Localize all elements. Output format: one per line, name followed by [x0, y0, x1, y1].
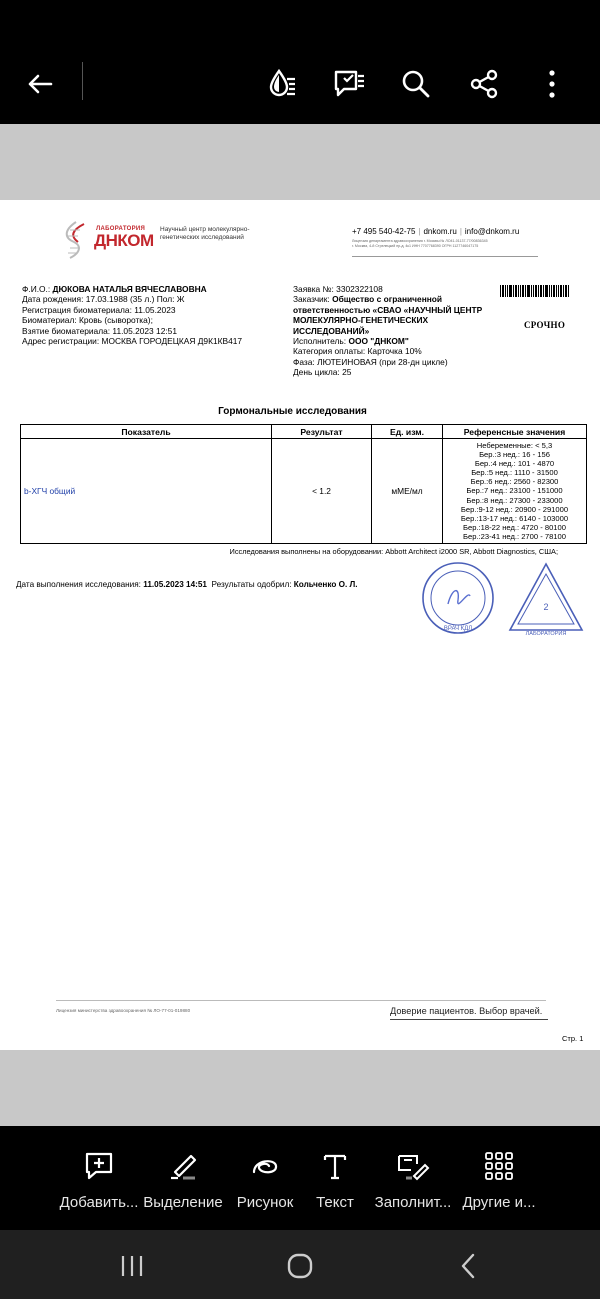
header-rule [352, 256, 538, 257]
tool-label: Выделение [143, 1194, 223, 1211]
dna-helix-icon [60, 220, 90, 260]
section-title: Гормональные исследования [218, 406, 367, 417]
ref-line: Бер.:9-12 нед.: 20900 - 291000 [460, 504, 569, 514]
search-icon [400, 68, 432, 100]
dnkom-logo [60, 220, 260, 260]
patient-biomaterial: Биоматериал: Кровь (сыворотка); [22, 315, 153, 326]
date-label: Дата выполнения исследования: [16, 580, 144, 589]
recent-apps-icon [119, 1254, 145, 1278]
fill-sign-icon [396, 1150, 430, 1182]
page-number: Стр. 1 [562, 1034, 584, 1043]
arrow-left-icon [25, 69, 55, 99]
tool-label: Добавить... [59, 1194, 139, 1211]
result-unit: мМЕ/мл [372, 439, 443, 544]
document-viewer[interactable] [0, 124, 600, 1126]
home-icon [286, 1252, 314, 1280]
execution-date: 11.05.2023 14:51 [143, 580, 207, 589]
col-indicator: Показатель [21, 425, 272, 439]
add-comment-icon [83, 1150, 115, 1182]
chevron-left-icon [458, 1252, 478, 1280]
patient-info [22, 284, 292, 346]
lab-contacts: +7 495 540-42-75 | dnkom.ru | info@dnkom.ru Лицензия департамента здравоохранения г. Москвы № ЛО41-01137-77/00836345 г. Москва, 4-й Стрелецкий пр-д, 4к1 ИНН 7707768390 ОГРН 1127746047175 [352, 227, 540, 249]
patient-birth: Дата рождения: 17.03.1988 (35 л.) Пол: Ж [22, 294, 185, 305]
ref-line: Небеременные: < 5,3 [476, 441, 553, 450]
footer-rule [56, 1000, 546, 1001]
reading-mode-button[interactable] [258, 60, 306, 108]
lab-email[interactable]: info@dnkom.ru [464, 227, 520, 236]
urgent-label: СРОЧНО [524, 320, 566, 330]
ref-line: Бер.:5 нед.: 1110 - 31500 [471, 468, 558, 478]
ref-line: Бер.:13-17 нед.: 6140 - 103000 [460, 513, 569, 523]
results-table [20, 424, 587, 544]
top-app-bar [0, 42, 600, 124]
home-button[interactable] [270, 1246, 330, 1286]
slogan-rule [390, 1019, 548, 1020]
ref-line: Бер.:7 нед.: 23100 - 151000 [466, 486, 563, 496]
col-reference: Референсные значения [443, 425, 587, 439]
logo-brand-text: ДНКОМ [94, 231, 154, 250]
nav-back-button[interactable] [438, 1246, 498, 1286]
col-unit: Ед. изм. [372, 425, 443, 439]
cycle-day: День цикла: 25 [293, 367, 352, 378]
annotation-toolbar [0, 1126, 600, 1230]
draw-icon [249, 1150, 281, 1182]
equipment-note: Исследования выполнены на оборудовании: Abbott Architect i2000 SR, Abbott Diagnostics, США; [229, 547, 558, 556]
tool-label: Другие и... [462, 1194, 536, 1211]
ref-line: Бер.:8 нед.: 27300 - 233000 [466, 495, 563, 505]
order-info [293, 284, 493, 378]
payment-category: Категория оплаты: Карточка 10% [293, 346, 422, 357]
logo-lab-text: ЛАБОРАТОРИЯ [96, 226, 146, 232]
system-nav-bar [0, 1230, 600, 1299]
more-options-button[interactable] [528, 60, 576, 108]
approved-by: Кольченко О. Л. [293, 580, 358, 589]
highlight-icon [167, 1150, 199, 1182]
text-icon [319, 1150, 351, 1182]
share-icon [468, 68, 500, 100]
toolbar-divider [82, 62, 83, 100]
comments-list-button[interactable] [325, 60, 373, 108]
stamp1-text: ВРАЧ КДЛ [443, 626, 473, 632]
execution-info [16, 580, 358, 589]
logo-center-text: Научный центр молекулярно-генетических исследований [160, 226, 250, 241]
ref-line: Бер.:6 нед.: 2560 - 82300 [470, 477, 559, 487]
customer-name: Общество с ограниченной ответственностью «СВАО «НАУЧНЫЙ ЦЕНТР МОЛЕКУЛЯРНО-ГЕНЕТИЧЕСКИХ ИССЛЕДОВАНИЙ» [293, 294, 483, 336]
approved-label: Результаты одобрил: [211, 580, 294, 589]
lab-address-fine: г. Москва, 4-й Стрелецкий пр-д, 4к1 ИНН 7707768390 ОГРН 1127746047175 [352, 244, 479, 248]
table-header-row [21, 425, 587, 439]
executor-label: Исполнитель: [293, 336, 349, 347]
slogan: Доверие пациентов. Выбор врачей. [390, 1006, 543, 1016]
tool-label: Текст [316, 1194, 354, 1211]
share-button[interactable] [460, 60, 508, 108]
fio-label: Ф.И.О.: [22, 284, 51, 294]
ref-line: Бер.:23-41 нед.: 2700 - 78100 [463, 531, 566, 541]
ref-line: Бер.:18-22 нед.: 4720 - 80100 [463, 522, 566, 532]
order-number: Заявка №: 3302322108 [293, 284, 383, 294]
back-button[interactable] [16, 60, 64, 108]
ref-line: Бер.:4 нед.: 101 - 4870 [474, 459, 555, 469]
stamp2-text: ЛАБОРАТОРИЯ [525, 631, 567, 636]
tool-fill-sign[interactable] [368, 1148, 458, 1211]
customer-label: Заказчик: [293, 294, 333, 305]
reading-mode-icon [265, 67, 299, 101]
search-button[interactable] [392, 60, 440, 108]
patient-taken: Взятие биоматериала: 11.05.2023 12:51 [22, 325, 177, 336]
patient-reg-bio: Регистрация биоматериала: 11.05.2023 [22, 304, 176, 315]
doctor-stamp [420, 560, 496, 636]
tool-add-comment[interactable] [54, 1148, 144, 1211]
col-result: Результат [272, 425, 372, 439]
svg-text:2: 2 [543, 602, 549, 612]
tool-label: Рисунок [236, 1194, 294, 1211]
lab-phone[interactable]: +7 495 540-42-75 [352, 227, 416, 236]
patient-name: ДЮКОВА НАТАЛЬЯ ВЯЧЕСЛАВОВНА [52, 284, 207, 294]
order-barcode [500, 285, 570, 297]
indicator-name: b-ХГЧ общий [21, 439, 272, 544]
table-row [21, 439, 587, 544]
ref-line: Бер.:3 нед.: 16 - 156 [479, 450, 550, 460]
executor-name: ООО "ДНКОМ" [348, 336, 409, 347]
lab-stamp [506, 560, 586, 636]
cycle-phase: Фаза: ЛЮТЕИНОВАЯ (при 28-дн цикле) [293, 356, 448, 367]
ministry-license: Лицензия министерства здравоохранения № ЛО-77-01-019880 [56, 1008, 191, 1013]
tool-label: Заполнит... [374, 1194, 452, 1211]
tool-highlight[interactable] [138, 1148, 228, 1211]
lab-license-fine: Лицензия департамента здравоохранения г. Москвы № ЛО41-01137-77/00836345 [352, 239, 488, 243]
patient-address: Адрес регистрации: МОСКВА ГОРОДЕЦКАЯ Д9К1КВ417 [22, 336, 243, 347]
lab-site[interactable]: dnkom.ru [423, 227, 457, 236]
pdf-page [0, 200, 600, 1050]
more-vertical-icon [547, 69, 557, 99]
tool-text[interactable] [290, 1148, 380, 1211]
recent-apps-button[interactable] [102, 1246, 162, 1286]
comments-list-icon [332, 67, 366, 101]
reference-values [443, 439, 587, 544]
result-value: < 1.2 [272, 439, 372, 544]
more-tools-icon [483, 1150, 515, 1182]
tool-more[interactable] [454, 1148, 544, 1211]
